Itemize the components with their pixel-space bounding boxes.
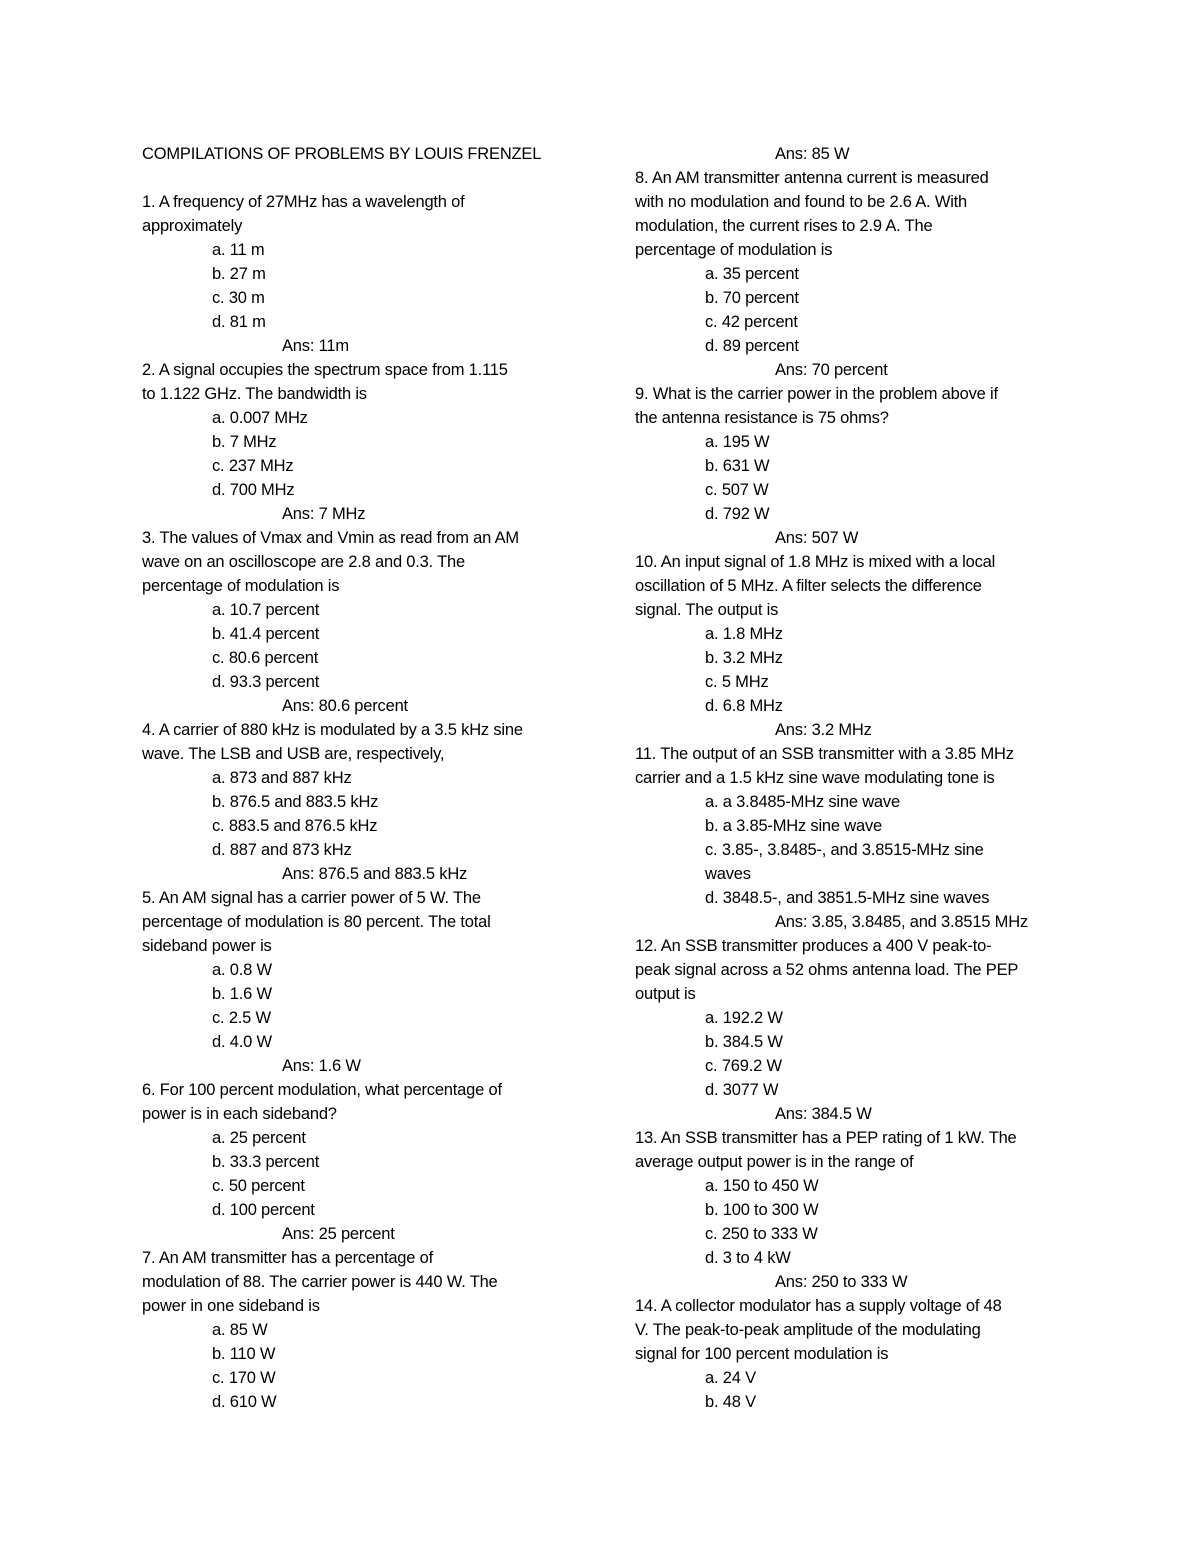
question-text: 13. An SSB transmitter has a PEP rating of 1 kW. The bbox=[635, 1129, 1017, 1147]
answer-option: d. 792 W bbox=[705, 505, 770, 523]
question-text: peak signal across a 52 ohms antenna load. The PEP bbox=[635, 961, 1019, 979]
answer-key: Ans: 25 percent bbox=[282, 1225, 395, 1243]
answer-option: a. 0.007 MHz bbox=[212, 409, 308, 427]
answer-key: Ans: 11m bbox=[282, 337, 349, 355]
answer-option: c. 80.6 percent bbox=[212, 649, 319, 667]
answer-option: c. 5 MHz bbox=[705, 673, 769, 691]
answer-option: a. 10.7 percent bbox=[212, 601, 320, 619]
answer-option: d. 81 m bbox=[212, 313, 266, 331]
answer-option: b. 384.5 W bbox=[705, 1033, 783, 1051]
problem-block bbox=[142, 886, 582, 1078]
answer-option: d. 100 percent bbox=[212, 1201, 315, 1219]
answer-option: b. 110 W bbox=[212, 1345, 276, 1363]
answer-option: b. 631 W bbox=[705, 457, 770, 475]
problem-block bbox=[142, 718, 582, 886]
question-text: modulation of 88. The carrier power is 440 W. The bbox=[142, 1273, 498, 1291]
answer-option: c. 50 percent bbox=[212, 1177, 305, 1195]
answer-key: Ans: 3.85, 3.8485, and 3.8515 MHz bbox=[775, 913, 1028, 931]
question-text: sideband power is bbox=[142, 937, 272, 955]
question-text: percentage of modulation is bbox=[142, 577, 340, 595]
answer-option: d. 3 to 4 kW bbox=[705, 1249, 791, 1267]
document-title: COMPILATIONS OF PROBLEMS BY LOUIS FRENZEL bbox=[142, 145, 542, 163]
answer-option: c. 769.2 W bbox=[705, 1057, 782, 1075]
answer-option: d. 6.8 MHz bbox=[705, 697, 783, 715]
answer-option: c. 42 percent bbox=[705, 313, 798, 331]
answer-option: b. 100 to 300 W bbox=[705, 1201, 819, 1219]
answer-option: d. 700 MHz bbox=[212, 481, 295, 499]
answer-option: b. 1.6 W bbox=[212, 985, 272, 1003]
question-text: average output power is in the range of bbox=[635, 1153, 914, 1171]
answer-option: c. 250 to 333 W bbox=[705, 1225, 818, 1243]
answer-option: c. 30 m bbox=[212, 289, 265, 307]
problem-block bbox=[635, 742, 1075, 934]
answer-key: Ans: 507 W bbox=[775, 529, 859, 547]
question-text: carrier and a 1.5 kHz sine wave modulating tone is bbox=[635, 769, 995, 787]
question-text: approximately bbox=[142, 217, 243, 235]
question-text: oscillation of 5 MHz. A filter selects the difference bbox=[635, 577, 982, 595]
question-text: 11. The output of an SSB transmitter with a 3.85 MHz bbox=[635, 745, 1014, 763]
question-text: percentage of modulation is bbox=[635, 241, 833, 259]
question-text: 12. An SSB transmitter produces a 400 V peak-to- bbox=[635, 937, 992, 955]
answer-key: Ans: 3.2 MHz bbox=[775, 721, 872, 739]
answer-option: c. 507 W bbox=[705, 481, 769, 499]
question-text: 4. A carrier of 880 kHz is modulated by a 3.5 kHz sine bbox=[142, 721, 523, 739]
answer-option: d. 89 percent bbox=[705, 337, 799, 355]
title-spacer bbox=[142, 166, 582, 190]
question-text: with no modulation and found to be 2.6 A. With bbox=[635, 193, 968, 211]
question-text: to 1.122 GHz. The bandwidth is bbox=[142, 385, 367, 403]
answer-option: b. 876.5 and 883.5 kHz bbox=[212, 793, 379, 811]
question-text: 14. A collector modulator has a supply voltage of 48 bbox=[635, 1297, 1002, 1315]
question-text: 3. The values of Vmax and Vmin as read from an AM bbox=[142, 529, 519, 547]
problem-block bbox=[142, 190, 582, 358]
question-text: 10. An input signal of 1.8 MHz is mixed with a local bbox=[635, 553, 996, 571]
answer-option: c. 170 W bbox=[212, 1369, 276, 1387]
answer-option: b. 41.4 percent bbox=[212, 625, 320, 643]
answer-option: d. 93.3 percent bbox=[212, 673, 320, 691]
left-column bbox=[142, 142, 582, 1414]
answer-option: b. a 3.85-MHz sine wave bbox=[705, 817, 882, 835]
answer-option: a. 1.8 MHz bbox=[705, 625, 783, 643]
answer-key: Ans: 85 W bbox=[775, 145, 850, 163]
answer-option: a. a 3.8485-MHz sine wave bbox=[705, 793, 900, 811]
answer-option: a. 35 percent bbox=[705, 265, 799, 283]
question-text: 7. An AM transmitter has a percentage of bbox=[142, 1249, 433, 1267]
answer-key: Ans: 250 to 333 W bbox=[775, 1273, 908, 1291]
answer-option: a. 195 W bbox=[705, 433, 770, 451]
answer-option: a. 150 to 450 W bbox=[705, 1177, 819, 1195]
question-text: wave. The LSB and USB are, respectively, bbox=[142, 745, 445, 763]
question-text: 2. A signal occupies the spectrum space from 1.115 bbox=[142, 361, 508, 379]
answer-option: c. 3.85-, 3.8485-, and 3.8515-MHz sine bbox=[705, 841, 984, 859]
question-text: power is in each sideband? bbox=[142, 1105, 337, 1123]
answer-option: c. 883.5 and 876.5 kHz bbox=[212, 817, 378, 835]
answer-option: d. 3848.5-, and 3851.5-MHz sine waves bbox=[705, 889, 990, 907]
answer-option: b. 48 V bbox=[705, 1393, 756, 1411]
problem-block bbox=[635, 1294, 1075, 1414]
question-text: output is bbox=[635, 985, 696, 1003]
answer-key: Ans: 1.6 W bbox=[282, 1057, 361, 1075]
question-text: percentage of modulation is 80 percent. The total bbox=[142, 913, 491, 931]
answer-option: a. 0.8 W bbox=[212, 961, 272, 979]
answer-key: Ans: 80.6 percent bbox=[282, 697, 408, 715]
answer-option: a. 873 and 887 kHz bbox=[212, 769, 352, 787]
problem-block bbox=[635, 166, 1075, 382]
answer-key: Ans: 384.5 W bbox=[775, 1105, 872, 1123]
answer-option: a. 25 percent bbox=[212, 1129, 306, 1147]
answer-option: d. 3077 W bbox=[705, 1081, 779, 1099]
question-text: wave on an oscilloscope are 2.8 and 0.3. The bbox=[142, 553, 465, 571]
problem-block bbox=[142, 1246, 582, 1414]
right-column bbox=[635, 142, 1075, 1414]
answer-option: c. 237 MHz bbox=[212, 457, 294, 475]
question-text: 5. An AM signal has a carrier power of 5 W. The bbox=[142, 889, 481, 907]
question-text: modulation, the current rises to 2.9 A. The bbox=[635, 217, 933, 235]
question-text: power in one sideband is bbox=[142, 1297, 320, 1315]
answer-key: Ans: 70 percent bbox=[775, 361, 888, 379]
question-text: V. The peak-to-peak amplitude of the modulating bbox=[635, 1321, 981, 1339]
answer-option: b. 70 percent bbox=[705, 289, 799, 307]
answer-option: d. 610 W bbox=[212, 1393, 277, 1411]
question-text: the antenna resistance is 75 ohms? bbox=[635, 409, 889, 427]
answer-option: b. 27 m bbox=[212, 265, 266, 283]
question-text: 9. What is the carrier power in the problem above if bbox=[635, 385, 998, 403]
answer-option: b. 7 MHz bbox=[212, 433, 277, 451]
question-text: 1. A frequency of 27MHz has a wavelength of bbox=[142, 193, 465, 211]
problem-block bbox=[142, 358, 582, 526]
question-text: 8. An AM transmitter antenna current is measured bbox=[635, 169, 989, 187]
answer-option: a. 85 W bbox=[212, 1321, 268, 1339]
problem-block bbox=[635, 382, 1075, 550]
answer-key: Ans: 876.5 and 883.5 kHz bbox=[282, 865, 468, 883]
problem-block bbox=[635, 934, 1075, 1126]
question-text: 6. For 100 percent modulation, what percentage of bbox=[142, 1081, 502, 1099]
answer-option: a. 24 V bbox=[705, 1369, 756, 1387]
problem-block bbox=[635, 142, 1075, 166]
problem-block bbox=[635, 550, 1075, 742]
answer-option: c. 2.5 W bbox=[212, 1009, 271, 1027]
answer-option: b. 33.3 percent bbox=[212, 1153, 320, 1171]
question-text: signal for 100 percent modulation is bbox=[635, 1345, 889, 1363]
problem-block bbox=[635, 1126, 1075, 1294]
answer-option: d. 4.0 W bbox=[212, 1033, 272, 1051]
answer-option: d. 887 and 873 kHz bbox=[212, 841, 352, 859]
answer-key: Ans: 7 MHz bbox=[282, 505, 366, 523]
answer-option: a. 11 m bbox=[212, 241, 265, 259]
answer-option: b. 3.2 MHz bbox=[705, 649, 783, 667]
problem-block bbox=[142, 1078, 582, 1246]
problem-block bbox=[142, 526, 582, 718]
question-text: signal. The output is bbox=[635, 601, 779, 619]
answer-option: waves bbox=[705, 865, 751, 883]
answer-option: a. 192.2 W bbox=[705, 1009, 783, 1027]
